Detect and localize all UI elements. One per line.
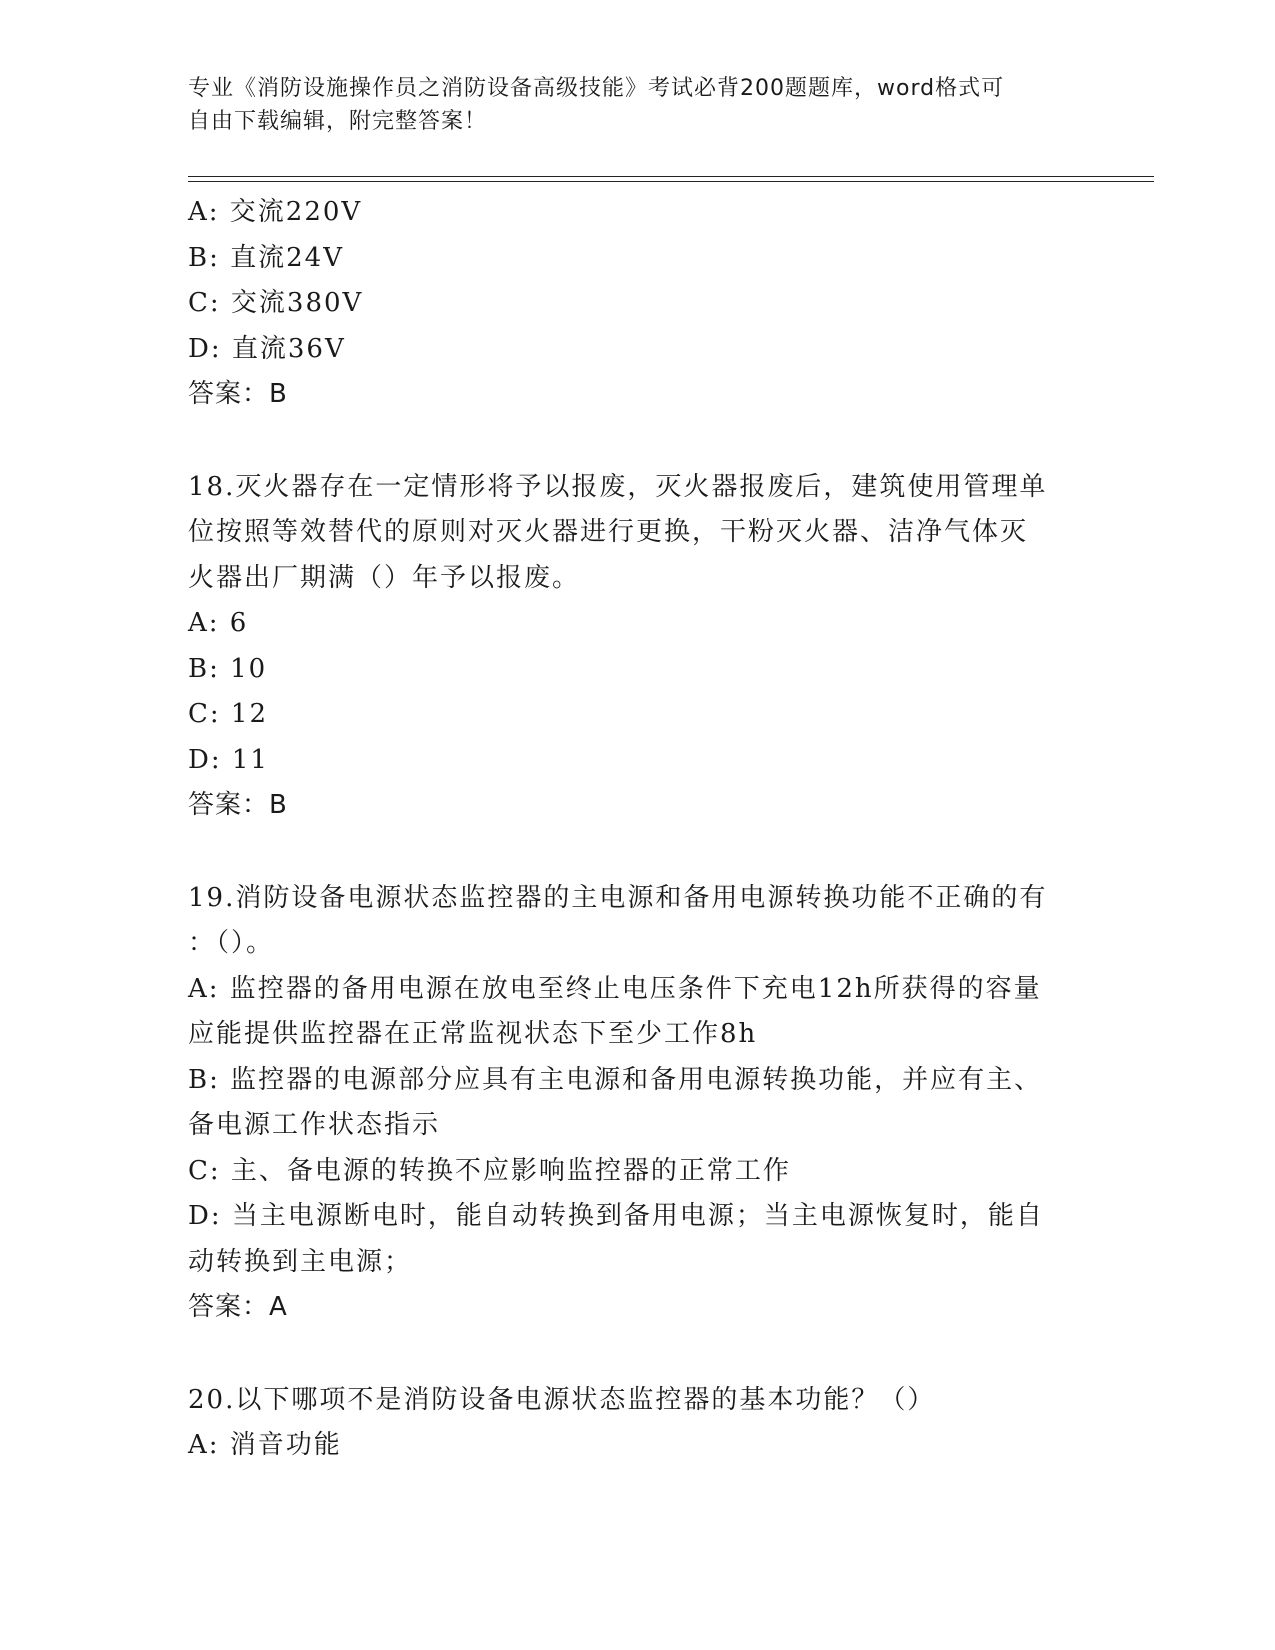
question-stem: ：（）。: [188, 928, 275, 958]
question-19: [188, 876, 1088, 1331]
option-c: C: 12: [188, 699, 269, 729]
option-b: B: 直流24V: [188, 242, 344, 273]
option-a: A: 6: [188, 608, 249, 638]
spacer: [188, 1331, 1088, 1378]
option-c: C: 主、备电源的转换不应影响监控器的正常工作: [188, 1155, 791, 1186]
question-stem: 20.以下哪项不是消防设备电源状态监控器的基本功能？（）: [188, 1384, 936, 1415]
spacer: [188, 418, 1088, 465]
spacer: [188, 829, 1088, 876]
question-18: [188, 465, 1088, 829]
option-a: A: 监控器的备用电源在放电至终止电压条件下充电12h所获得的容量: [188, 973, 1042, 1004]
option-a: A: 交流220V: [188, 197, 363, 227]
option-d: D: 当主电源断电时，能自动转换到备用电源；当主电源恢复时，能自: [188, 1201, 1044, 1231]
question-stem: 位按照等效替代的原则对灭火器进行更换，干粉灭火器、洁净气体灭: [188, 517, 1029, 547]
question-17-options: [188, 190, 1088, 418]
option-b: B: 监控器的电源部分应具有主电源和备用电源转换功能，并应有主、: [188, 1064, 1043, 1095]
option-b: 备电源工作状态指示: [188, 1110, 441, 1140]
question-20: [188, 1378, 1088, 1469]
header-rule-top: [188, 176, 1154, 177]
answer: 答案：A: [188, 1292, 288, 1322]
question-stem: 火器出厂期满（）年予以报废。: [188, 562, 581, 593]
option-d: D: 直流36V: [188, 333, 346, 364]
answer: 答案：B: [188, 379, 288, 409]
header-rule-bottom: [188, 181, 1154, 182]
option-d: D: 11: [188, 744, 269, 775]
header-line-1: 专业《消防设施操作员之消防设备高级技能》考试必背200题题库，word格式可: [188, 76, 1005, 101]
header-line-2: 自由下载编辑，附完整答案！: [188, 109, 488, 134]
option-c: C: 交流380V: [188, 288, 364, 318]
answer: 答案：B: [188, 790, 288, 820]
option-a: A: 消音功能: [188, 1430, 342, 1460]
option-a: 应能提供监控器在正常监视状态下至少工作8h: [188, 1019, 758, 1049]
question-stem: 19.消防设备电源状态监控器的主电源和备用电源转换功能不正确的有: [188, 882, 1048, 913]
document-header: [188, 72, 1068, 138]
question-content: [188, 190, 1088, 1469]
option-d: 动转换到主电源；: [188, 1246, 413, 1277]
question-stem: 18.灭火器存在一定情形将予以报废，灭火器报废后，建筑使用管理单: [188, 471, 1048, 502]
option-b: B: 10: [188, 653, 268, 684]
